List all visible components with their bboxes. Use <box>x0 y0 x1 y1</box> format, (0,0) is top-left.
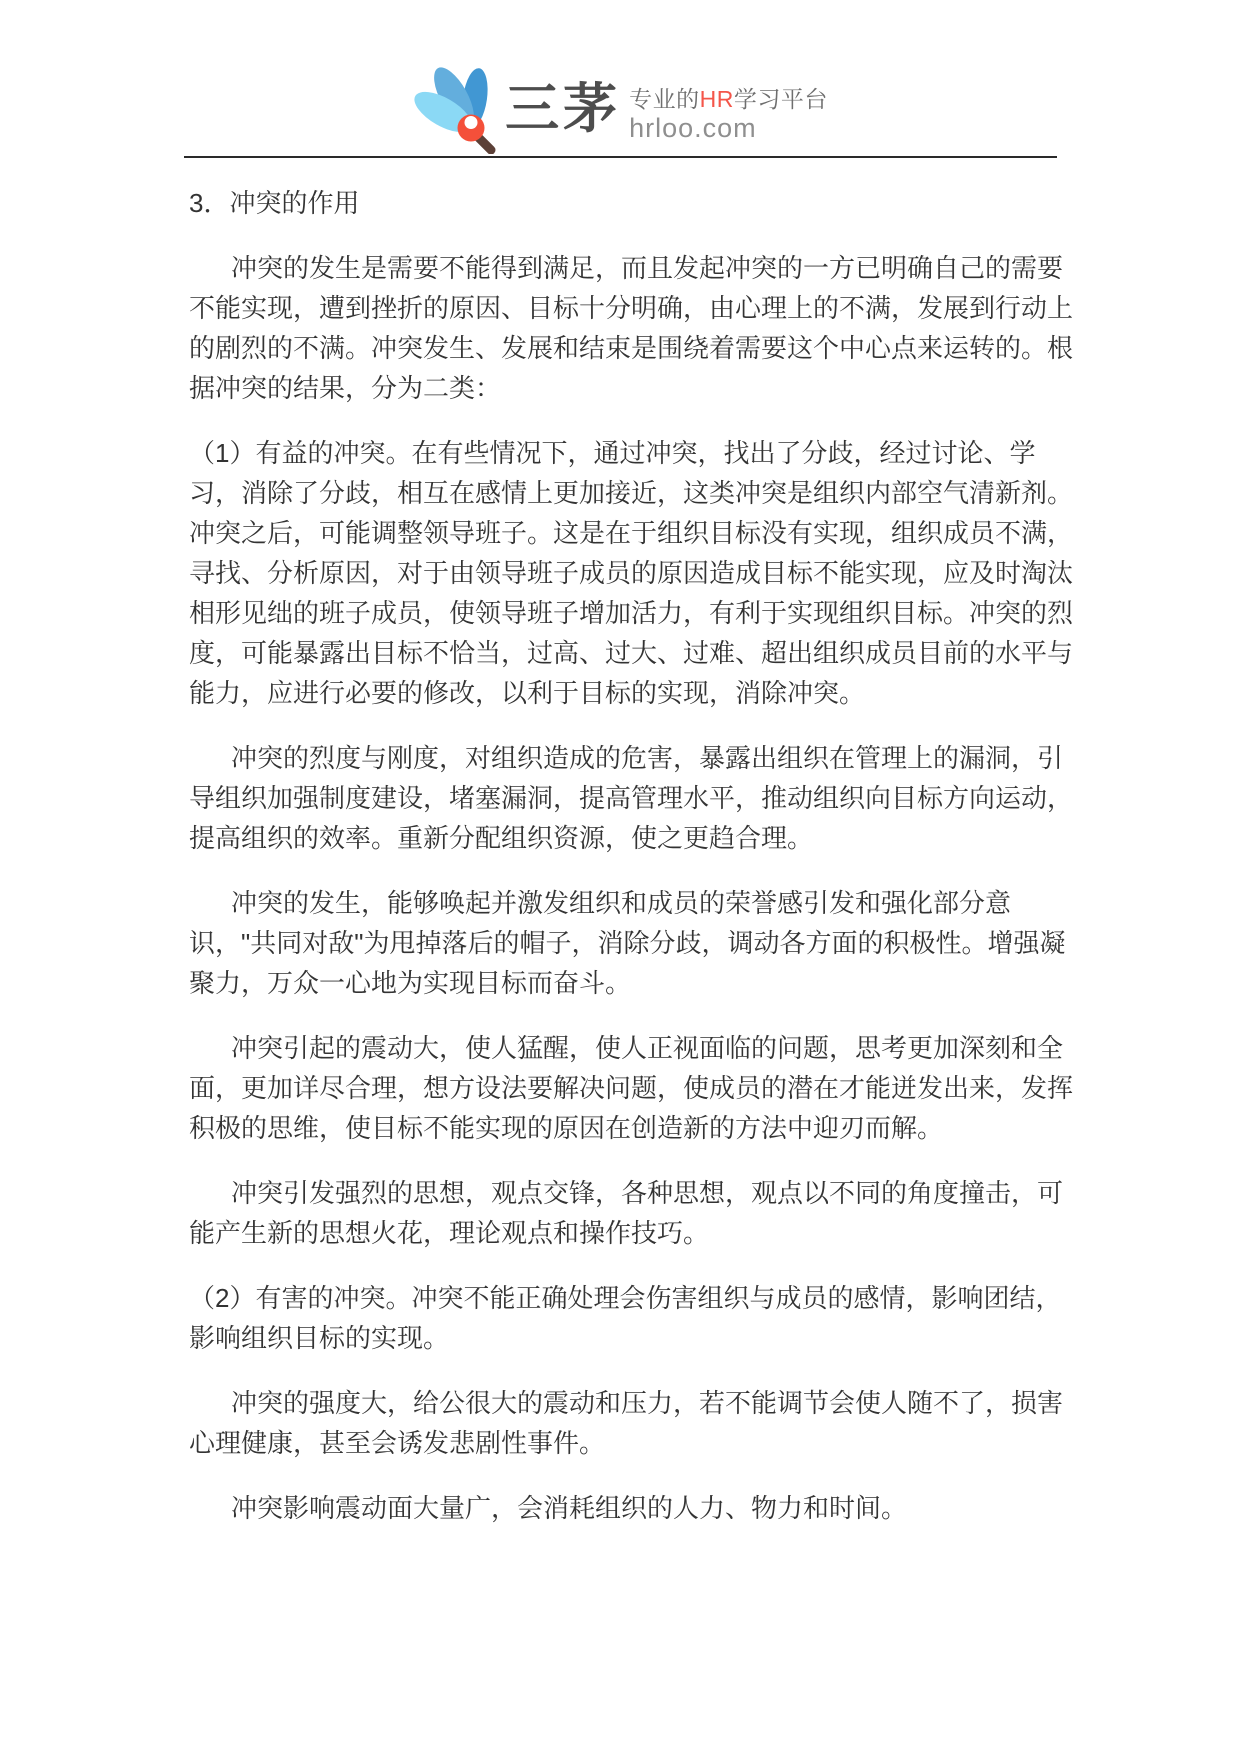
paragraph: （1）有益的冲突。在有些情况下，通过冲突，找出了分歧，经过讨论、学习，消除了分歧，相互在感情上更加接近，这类冲突是组织内部空气清新剂。冲突之后，可能调整领导班子。这是在于组织目标没有实现，组织成员不满，寻找、分析原因，对于由领导班子成员的原因造成目标不能实现，应及时淘汰相形见绌的班子成员，使领导班子增加活力，有利于实现组织目标。冲突的烈度，可能暴露出目标不恰当，过高、过大、过难、超出组织成员目前的水平与能力，应进行必要的修改，以利于目标的实现，消除冲突。 <box>189 438 1074 708</box>
brand-tagline <box>629 86 828 113</box>
paragraph: 冲突的强度大，给公很大的震动和压力，若不能调节会使人随不了，损害心理健康，甚至会诱发悲剧性事件。 <box>189 1388 1064 1458</box>
paragraph: 冲突影响震动面大量广，会消耗组织的人力、物力和时间。 <box>231 1493 908 1523</box>
paragraph: 冲突的烈度与刚度，对组织造成的危害，暴露出组织在管理上的漏洞，引导组织加强制度建设，堵塞漏洞，提高管理水平，推动组织向目标方向运动，提高组织的效率。重新分配组织资源，使之更趋合理。 <box>189 743 1074 853</box>
logo-ball-highlight <box>465 116 478 129</box>
section-heading: 3．冲突的作用 <box>189 188 360 218</box>
paragraph: 冲突引发强烈的思想，观点交锋，各种思想，观点以不同的角度撞击，可能产生新的思想火花，理论观点和操作技巧。 <box>189 1178 1064 1248</box>
brand-tagline-block <box>629 86 828 143</box>
paragraph: 冲突的发生是需要不能得到满足，而且发起冲突的一方已明确自己的需要不能实现，遭到挫折的原因、目标十分明确，由心理上的不满，发展到行动上的剧烈的不满。冲突发生、发展和结束是围绕着需要这个中心点来运转的。根据冲突的结果，分为二类： <box>189 253 1074 403</box>
site-header <box>0 0 1241 158</box>
paragraph: 冲突的发生，能够唤起并激发组织和成员的荣誉感引发和强化部分意识，"共同对敌"为甩掉落后的帽子，消除分歧，调动各方面的积极性。增强凝聚力，万众一心地为实现目标而奋斗。 <box>189 888 1066 998</box>
tagline-hr-highlight: HR <box>699 86 734 112</box>
brand-domain: hrloo.com <box>629 113 757 143</box>
hrloo-logo <box>0 66 1241 155</box>
paragraph: （2）有害的冲突。冲突不能正确处理会伤害组织与成员的感情，影响团结，影响组织目标的实现。 <box>189 1283 1062 1353</box>
brand-name: 三茅 <box>505 79 622 139</box>
paragraph: 冲突引起的震动大，使人猛醒，使人正视面临的问题，思考更加深刻和全面，更加详尽合理，想方设法要解决问题，使成员的潜在才能迸发出来，发挥积极的思维，使目标不能实现的原因在创造新的方法中迎刃而解。 <box>189 1033 1074 1143</box>
document-body <box>189 183 1083 1528</box>
shuttlecock-logo-icon <box>413 66 501 154</box>
tagline-suffix: 学习平台 <box>733 86 828 112</box>
tagline-prefix: 专业的 <box>629 86 700 112</box>
header-divider <box>184 156 1057 158</box>
